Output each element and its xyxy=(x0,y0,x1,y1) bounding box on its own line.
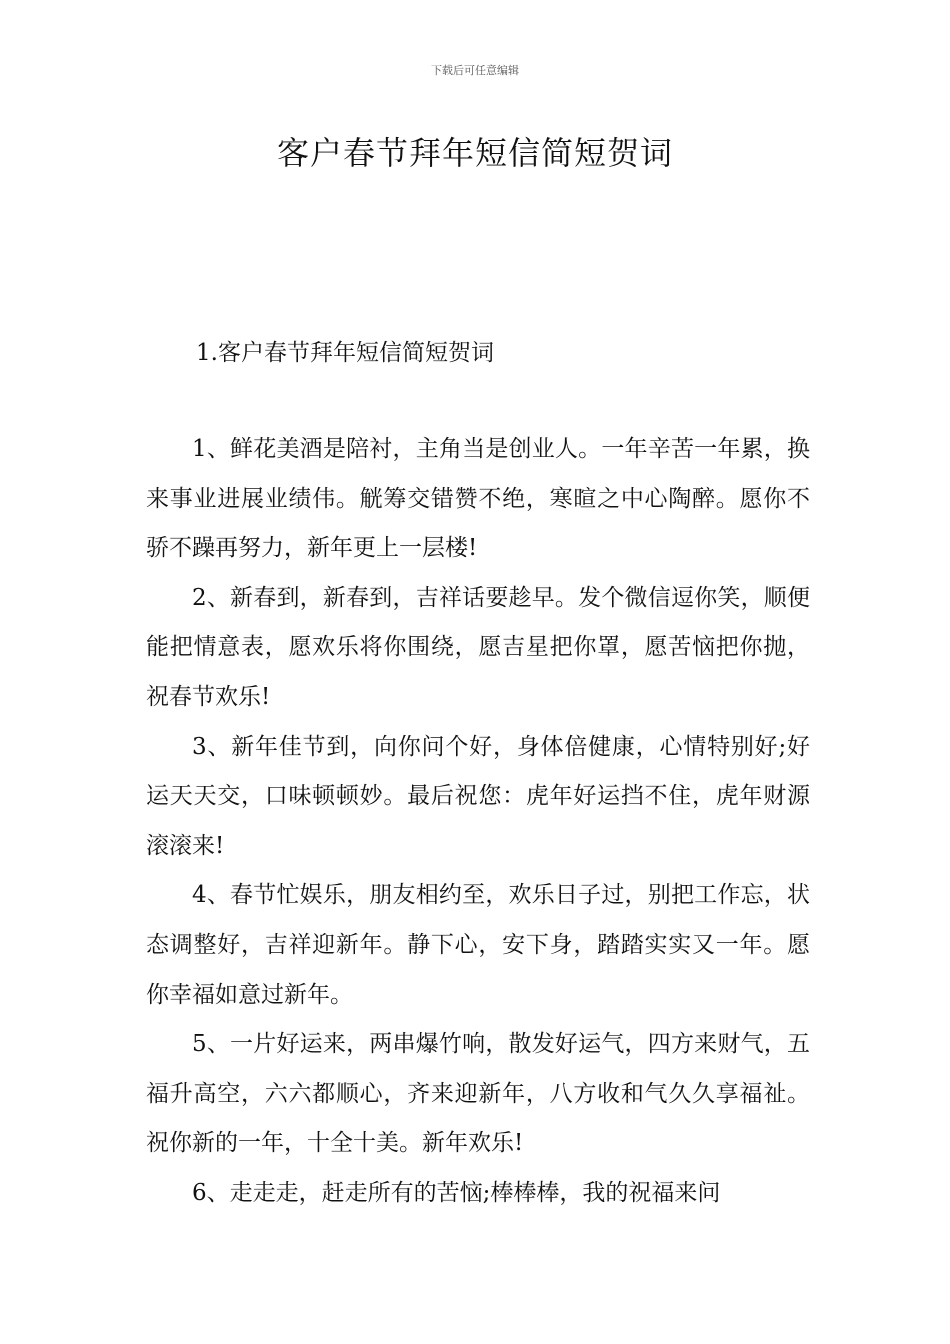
paragraph-3: 3、新年佳节到，向你问个好，身体倍健康，心情特别好;好运天天交，口味顿顿妙。最后祝您：虎年好运挡不住，虎年财源滚滚来! xyxy=(146,733,810,859)
paragraph-6: 6、走走走，赶走所有的苦恼;棒棒棒，我的祝福来问 xyxy=(192,1179,721,1206)
paragraph-4: 4、春节忙娱乐，朋友相约至，欢乐日子过，别把工作忘，状态调整好，吉祥迎新年。静下心，安下身，踏踏实实又一年。愿你幸福如意过新年。 xyxy=(146,882,810,1008)
paragraph-2: 2、新春到，新春到，吉祥话要趁早。发个微信逗你笑，顺便能把情意表，愿欢乐将你围绕，愿吉星把你罩，愿苦恼把你抛，祝春节欢乐! xyxy=(146,584,810,710)
header-note: 下载后可任意编辑 xyxy=(431,64,519,77)
paragraph-1: 1、鲜花美酒是陪衬，主角当是创业人。一年辛苦一年累，换来事业进展业绩伟。觥筹交错赞不绝，寒暄之中心陶醉。愿你不骄不躁再努力，新年更上一层楼! xyxy=(146,436,810,562)
document-title: 客户春节拜年短信简短贺词 xyxy=(276,134,673,172)
section-heading: 1.客户春节拜年短信简短贺词 xyxy=(196,340,494,366)
paragraph-5: 5、一片好运来，两串爆竹响，散发好运气，四方来财气，五福升高空，六六都顺心，齐来迎新年，八方收和气久久享福祉。祝你新的一年，十全十美。新年欢乐! xyxy=(146,1031,810,1157)
body-text xyxy=(146,425,810,1219)
